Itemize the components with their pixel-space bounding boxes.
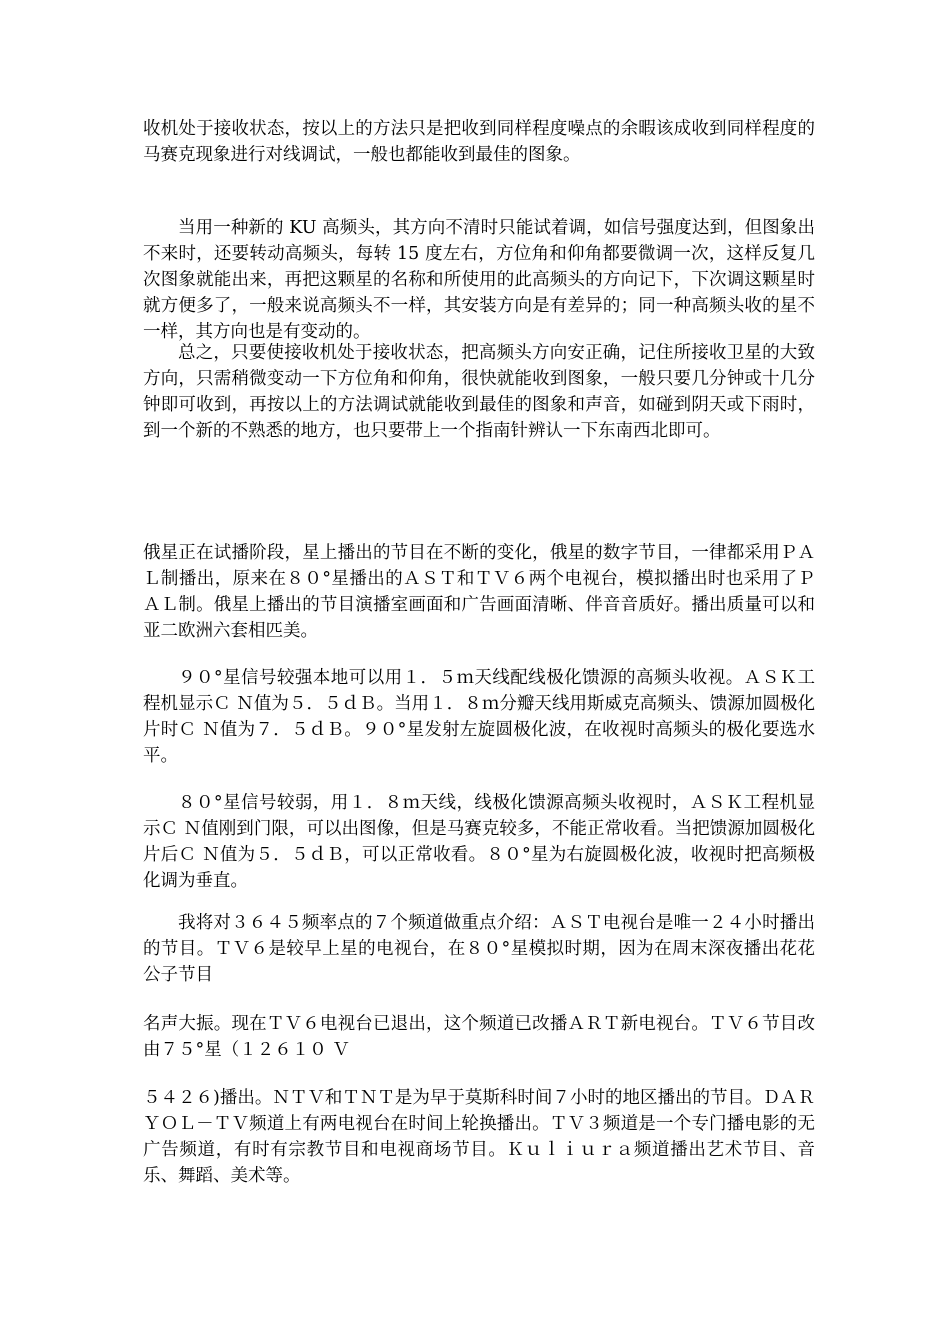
paragraph-ku-lnb-adjustment: 当用一种新的 KU 高频头，其方向不清时只能试着调，如信号强度达到，但图象出不来时，还要转动高频头，每转 15 度左右，方位角和仰角都要微调一次，这样反复几次图象就能出来，再把这颗星的名称和所使用的此高频头的方向记下，下次调这颗星时就方便多了，一般来说高频头不一样，其安装方向是有差异的；同一种高频头收的星不一样，其方向也是有变动的。: [143, 218, 815, 342]
paragraph-90-degree-satellite: ９０°星信号较强本地可以用１．５ｍ天线配线极化馈源的高频头收视。ＡＳＫ工程机显示Ｃ Ｎ值为５．５ｄＢ。当用１．８ｍ分瓣天线用斯威克高频头、馈源加圆极化片时Ｃ Ｎ值为７．５ｄＢ。９０°星发射左旋圆极化波，在收视时高频头的极化要选水平。: [143, 668, 815, 766]
paragraph-tv6-change: 名声大振。现在ＴＶ６电视台已退出，这个频道已改播ＡＲＴ新电视台。ＴＶ６节目改由７５°星（１２６１０ Ｖ: [143, 1014, 815, 1060]
paragraph-summary: 总之，只要使接收机处于接收状态，把高频头方向安正确，记住所接收卫星的大致方向，只需稍微变动一下方位角和仰角，很快就能收到图象，一般只要几分钟或十几分钟即可收到，再按以上的方法调试就能收到最佳的图象和声音，如碰到阴天或下雨时，到一个新的不熟悉的地方，也只要带上一个指南针辨认一下东南西北即可。: [143, 343, 815, 441]
paragraph-channel-programs: ５４２６)播出。ＮＴＶ和ＴＮＴ是为早于莫斯科时间７小时的地区播出的节目。ＤＡＲＹＯＬ－ＴＶ频道上有两电视台在时间上轮换播出。ＴＶ３频道是一个专门播电影的无广告频道，有时有宗教节目和电视商场节目。Ｋｕｌｉｕｒａ频道播出艺术节目、音乐、舞蹈、美术等。: [143, 1088, 815, 1186]
paragraph-80-degree-satellite: ８０°星信号较弱，用１．８ｍ天线，线极化馈源高频头收视时，ＡＳＫ工程机显示Ｃ Ｎ值刚到门限，可以出图像，但是马赛克较多，不能正常收看。当把馈源加圆极化片后Ｃ Ｎ值为５．５ｄＢ，可以正常收看。８０°星为右旋圆极化波，收视时把高频极化调为垂直。: [143, 793, 815, 891]
paragraph-channel-intro: 我将对３６４５频率点的７个频道做重点介绍：ＡＳＴ电视台是唯一２４小时播出的节目。ＴＶ６是较早上星的电视台，在８０°星模拟时期，因为在周末深夜播出花花公子节目: [143, 913, 815, 985]
paragraph-receiver-state: 收机处于接收状态，按以上的方法只是把收到同样程度噪点的余暇该成收到同样程度的马赛克现象进行对线调试，一般也都能收到最佳的图象。: [143, 119, 815, 165]
paragraph-russian-satellite: 俄星正在试播阶段，星上播出的节目在不断的变化，俄星的数字节目，一律都采用ＰＡＬ制播出，原来在８０°星播出的ＡＳＴ和ＴＶ６两个电视台，模拟播出时也采用了ＰＡＬ制。俄星上播出的节目演播室画面和广告画面清晰、伴音音质好。播出质量可以和亚二欧洲六套相匹美。: [143, 543, 815, 641]
